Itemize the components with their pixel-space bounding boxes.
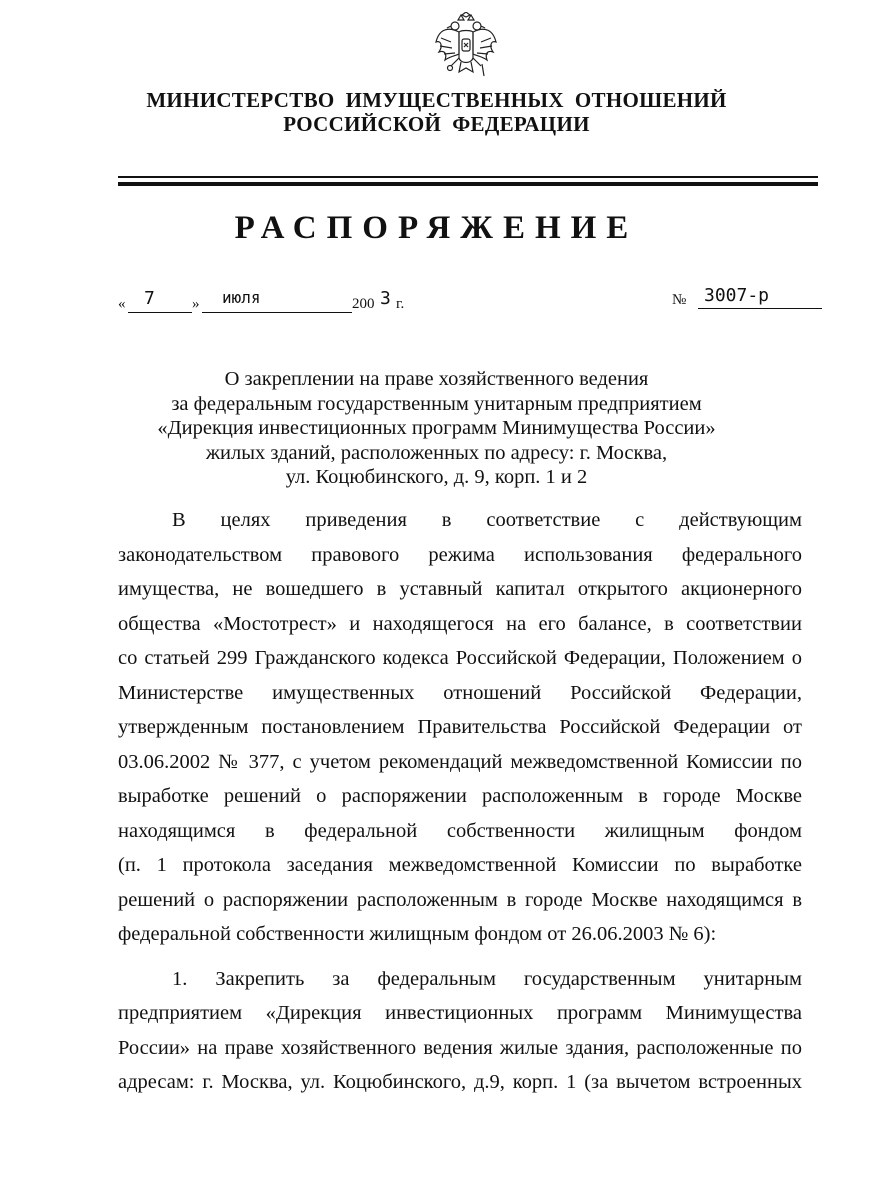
- date-year-prefix: 200: [352, 296, 375, 312]
- document-title: РАСПОРЯЖЕНИЕ: [234, 210, 639, 246]
- header-rule-thick: [118, 182, 818, 186]
- subject-line: О закреплении на праве хозяйственного ведения: [224, 368, 649, 390]
- subject-line: жилых зданий, расположенных по адресу: г. Москва,: [205, 441, 668, 464]
- body-line: адресам: г. Москва, ул. Коцюбинского, д.9, корп. 1 (за вычетом встроенных: [118, 1071, 802, 1093]
- body-line: общества «Мостотрест» и находящегося на его балансе, в соответствии: [118, 612, 802, 635]
- subject-line: за федеральным государственным унитарным предприятием: [171, 392, 702, 415]
- body-line: В целях приведения в соответствие с действующим: [172, 509, 802, 531]
- date-year-suffix: г.: [396, 296, 405, 312]
- subject-line: ул. Коцюбинского, д. 9, корп. 1 и 2: [285, 466, 588, 488]
- double-headed-eagle-emblem-icon: [433, 12, 499, 86]
- header-rule-thin: [118, 176, 818, 178]
- ministry-line-1: МИНИСТЕРСТВО ИМУЩЕСТВЕННЫХ ОТНОШЕНИЙ: [146, 88, 727, 112]
- number-label: №: [672, 292, 687, 308]
- document-subject: [0, 367, 873, 490]
- body-line: федеральной собственности жилищным фондом от 26.06.2003 № 6):: [118, 923, 717, 945]
- date-open-quote: «: [118, 296, 126, 312]
- ministry-line-2: РОССИЙСКОЙ ФЕДЕРАЦИИ: [283, 112, 590, 136]
- body-line: утвержденным постановлением Правительства Российской Федерации от: [118, 716, 802, 738]
- body-line: законодательством правового режима использования федерального: [118, 543, 802, 566]
- body-line: выработке решений о распоряжении расположенным в городе Москве: [118, 785, 802, 807]
- body-line: 1. Закрепить за федеральным государственным унитарным: [172, 967, 802, 990]
- body-line: решений о распоряжении расположенным в городе Москве находящимся в: [118, 888, 802, 911]
- subject-line: «Дирекция инвестиционных программ Минимущества России»: [157, 417, 716, 439]
- body-line: 03.06.2002 № 377, с учетом рекомендаций межведомственной Комиссии по: [118, 750, 802, 773]
- ministry-name: [0, 88, 873, 136]
- date-day: 7: [144, 288, 155, 309]
- date-close-quote: »: [192, 296, 200, 312]
- date-month: июля: [222, 288, 261, 307]
- body-line: находящимся в федеральной собственности жилищным фондом: [118, 819, 802, 842]
- body-line: (п. 1 протокола заседания межведомственной Комиссии по выработке: [118, 854, 802, 876]
- document-body: [118, 503, 802, 1100]
- number-value: 3007-р: [704, 285, 770, 306]
- body-line: имущества, не вошедшего в уставный капитал открытого акционерного: [118, 578, 802, 600]
- body-line: предприятием «Дирекция инвестиционных программ Минимущества: [118, 1002, 802, 1024]
- body-line: со статьей 299 Гражданского кодекса Российской Федерации, Положением о: [118, 647, 802, 669]
- date-day-underline: [128, 294, 192, 313]
- body-line: России» на праве хозяйственного ведения жилые здания, расположенные по: [118, 1036, 802, 1059]
- date-year-digit: 3: [380, 288, 391, 309]
- body-line: Министерстве имущественных отношений Российской Федерации,: [118, 681, 802, 704]
